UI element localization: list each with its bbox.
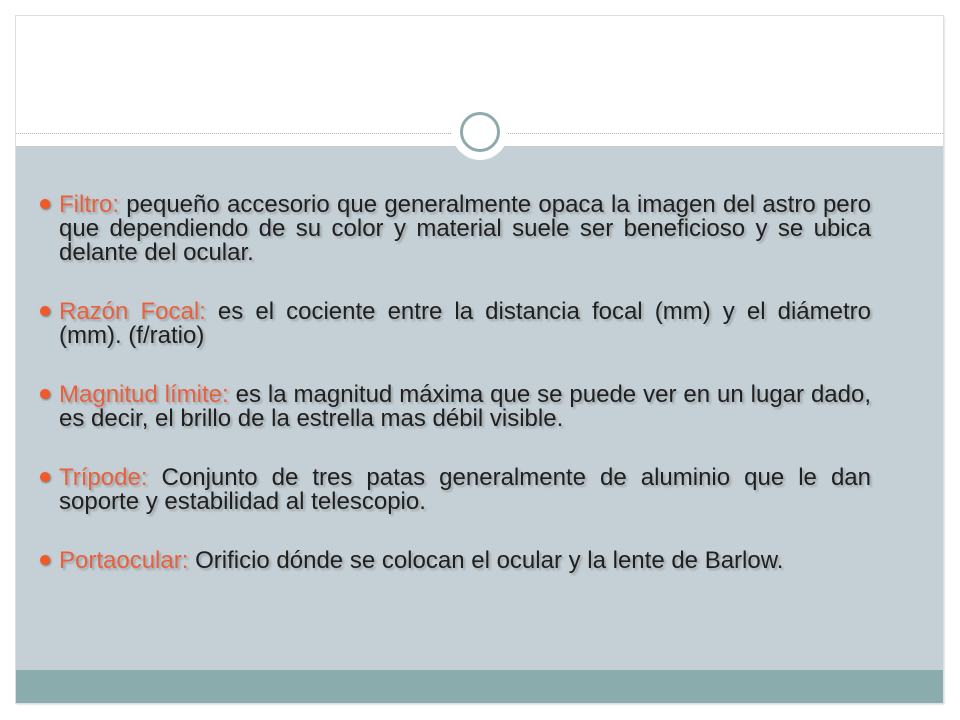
bullet-dot-icon <box>40 389 50 399</box>
term-label: Razón Focal: <box>59 298 206 325</box>
term-definition: es el cociente entre la distancia focal (mm) y el diámetro (mm). (f/ratio) <box>59 298 872 349</box>
list-item-portaocular <box>59 549 871 573</box>
term-definition: Conjunto de tres patas generalmente de aluminio que le dan soporte y estabilidad al telescopio. <box>59 464 871 515</box>
term-label: Portaocular: <box>59 547 189 574</box>
divider-circle-icon <box>452 104 508 160</box>
term-definition: pequeño accesorio que generalmente opaca la imagen del astro pero que dependiendo de su color y material suele ser beneficioso y se ubica delante del ocular. <box>59 191 871 266</box>
list-item-tripode <box>59 466 871 514</box>
list-item-razon-focal <box>59 300 871 348</box>
term-definition: es la magnitud máxima que se puede ver en un lugar dado, es decir, el brillo de la estrella mas débil visible. <box>59 381 872 432</box>
footer-bar <box>16 670 943 703</box>
bullet-list <box>59 193 871 608</box>
term-label: Magnitud límite: <box>59 381 229 408</box>
list-item-magnitud-limite <box>59 383 871 431</box>
term-definition: Orificio dónde se colocan el ocular y la lente de Barlow. <box>188 547 784 574</box>
bullet-dot-icon <box>40 199 50 209</box>
term-label: Trípode: <box>59 464 148 491</box>
bullet-dot-icon <box>40 555 50 565</box>
bullet-dot-icon <box>40 306 50 316</box>
bullet-dot-icon <box>40 472 50 482</box>
term-label: Filtro: <box>59 191 119 218</box>
list-item-filtro <box>59 193 871 265</box>
